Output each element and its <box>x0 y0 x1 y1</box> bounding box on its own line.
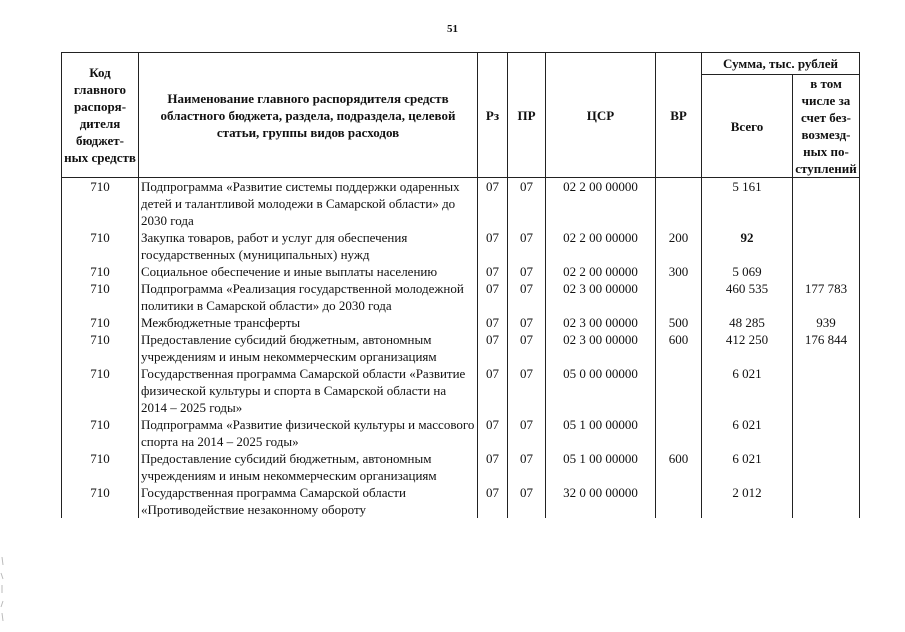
cell-rz: 07 <box>478 314 508 331</box>
table-row <box>62 263 860 280</box>
cell-name: Межбюджетные трансферты <box>139 314 478 331</box>
cell-gratuitous <box>793 263 860 280</box>
header-csr: ЦСР <box>546 53 656 178</box>
cell-gratuitous <box>793 484 860 518</box>
table-row <box>62 314 860 331</box>
cell-rz: 07 <box>478 178 508 230</box>
header-name: Наименование главного распорядителя средств областного бюджета, раздела, подраздела, целевой статьи, группы видов расходов <box>139 53 478 178</box>
cell-rz: 07 <box>478 263 508 280</box>
cell-vr <box>656 178 702 230</box>
cell-gratuitous: 176 844 <box>793 331 860 365</box>
header-pr: ПР <box>508 53 546 178</box>
header-rz: Рз <box>478 53 508 178</box>
cell-vr <box>656 365 702 416</box>
cell-code: 710 <box>62 314 139 331</box>
cell-vr <box>656 280 702 314</box>
cell-pr: 07 <box>508 365 546 416</box>
header-total: Всего <box>702 75 793 178</box>
cell-pr: 07 <box>508 416 546 450</box>
table-row <box>62 484 860 518</box>
cell-pr: 07 <box>508 484 546 518</box>
cell-total: 92 <box>702 229 793 263</box>
cell-code: 710 <box>62 365 139 416</box>
cell-name: Государственная программа Самарской области «Развитие физической культуры и спорта в Самарской области на 2014 – 2025 годы» <box>139 365 478 416</box>
cell-code: 710 <box>62 263 139 280</box>
table-row <box>62 280 860 314</box>
cell-total: 460 535 <box>702 280 793 314</box>
cell-vr: 600 <box>656 450 702 484</box>
cell-pr: 07 <box>508 263 546 280</box>
cell-rz: 07 <box>478 331 508 365</box>
cell-gratuitous <box>793 178 860 230</box>
cell-name: Закупка товаров, работ и услуг для обеспечения государственных (муниципальных) нужд <box>139 229 478 263</box>
cell-total: 48 285 <box>702 314 793 331</box>
cell-code: 710 <box>62 229 139 263</box>
cell-csr: 02 2 00 00000 <box>546 263 656 280</box>
cell-name: Подпрограмма «Развитие системы поддержки одаренных детей и талантливой молодежи в Самарской области» до 2030 года <box>139 178 478 230</box>
table-row <box>62 229 860 263</box>
cell-gratuitous <box>793 450 860 484</box>
cell-gratuitous: 177 783 <box>793 280 860 314</box>
cell-vr: 300 <box>656 263 702 280</box>
cell-rz: 07 <box>478 280 508 314</box>
cell-code: 710 <box>62 280 139 314</box>
cell-rz: 07 <box>478 450 508 484</box>
header-code: Код главного распоря-дителя бюджет-ных средств <box>62 53 139 178</box>
table-row <box>62 450 860 484</box>
cell-vr: 200 <box>656 229 702 263</box>
cell-csr: 02 3 00 00000 <box>546 331 656 365</box>
cell-pr: 07 <box>508 280 546 314</box>
cell-vr <box>656 416 702 450</box>
cell-code: 710 <box>62 416 139 450</box>
cell-total: 2 012 <box>702 484 793 518</box>
cell-name: Подпрограмма «Развитие физической культуры и массового спорта на 2014 – 2025 годы» <box>139 416 478 450</box>
cell-pr: 07 <box>508 314 546 331</box>
cell-name: Социальное обеспечение и иные выплаты населению <box>139 263 478 280</box>
table-row <box>62 331 860 365</box>
table-body <box>62 178 860 519</box>
scan-artifact <box>0 555 10 625</box>
header-sum-group: Сумма, тыс. рублей <box>702 53 860 75</box>
cell-rz: 07 <box>478 484 508 518</box>
cell-rz: 07 <box>478 229 508 263</box>
cell-csr: 05 0 00 00000 <box>546 365 656 416</box>
cell-total: 6 021 <box>702 450 793 484</box>
cell-name: Государственная программа Самарской области «Противодействие незаконному обороту <box>139 484 478 518</box>
cell-csr: 05 1 00 00000 <box>546 416 656 450</box>
cell-total: 5 069 <box>702 263 793 280</box>
cell-pr: 07 <box>508 178 546 230</box>
cell-code: 710 <box>62 331 139 365</box>
cell-pr: 07 <box>508 450 546 484</box>
cell-name: Предоставление субсидий бюджетным, автономным учреждениям и иным некоммерческим организациям <box>139 450 478 484</box>
table-row <box>62 365 860 416</box>
cell-code: 710 <box>62 450 139 484</box>
cell-total: 5 161 <box>702 178 793 230</box>
cell-csr: 02 3 00 00000 <box>546 314 656 331</box>
table-header <box>62 53 860 178</box>
cell-total: 412 250 <box>702 331 793 365</box>
cell-csr: 02 3 00 00000 <box>546 280 656 314</box>
cell-csr: 02 2 00 00000 <box>546 178 656 230</box>
table-row <box>62 416 860 450</box>
cell-total: 6 021 <box>702 416 793 450</box>
cell-gratuitous <box>793 229 860 263</box>
header-vr: ВР <box>656 53 702 178</box>
cell-rz: 07 <box>478 416 508 450</box>
table-row <box>62 178 860 230</box>
cell-pr: 07 <box>508 229 546 263</box>
cell-rz: 07 <box>478 365 508 416</box>
cell-code: 710 <box>62 484 139 518</box>
page-number: 51 <box>447 23 458 35</box>
cell-pr: 07 <box>508 331 546 365</box>
cell-name: Подпрограмма «Реализация государственной молодежной политики в Самарской области» до 2030 года <box>139 280 478 314</box>
cell-gratuitous <box>793 416 860 450</box>
cell-name: Предоставление субсидий бюджетным, автономным учреждениям и иным некоммерческим организациям <box>139 331 478 365</box>
cell-csr: 32 0 00 00000 <box>546 484 656 518</box>
cell-gratuitous: 939 <box>793 314 860 331</box>
cell-code: 710 <box>62 178 139 230</box>
cell-vr: 600 <box>656 331 702 365</box>
cell-gratuitous <box>793 365 860 416</box>
cell-total: 6 021 <box>702 365 793 416</box>
cell-vr <box>656 484 702 518</box>
budget-table <box>61 52 860 518</box>
cell-vr: 500 <box>656 314 702 331</box>
header-gratuitous: в том числе за счет без-возмезд-ных по-ступлений <box>793 75 860 178</box>
cell-csr: 05 1 00 00000 <box>546 450 656 484</box>
cell-csr: 02 2 00 00000 <box>546 229 656 263</box>
